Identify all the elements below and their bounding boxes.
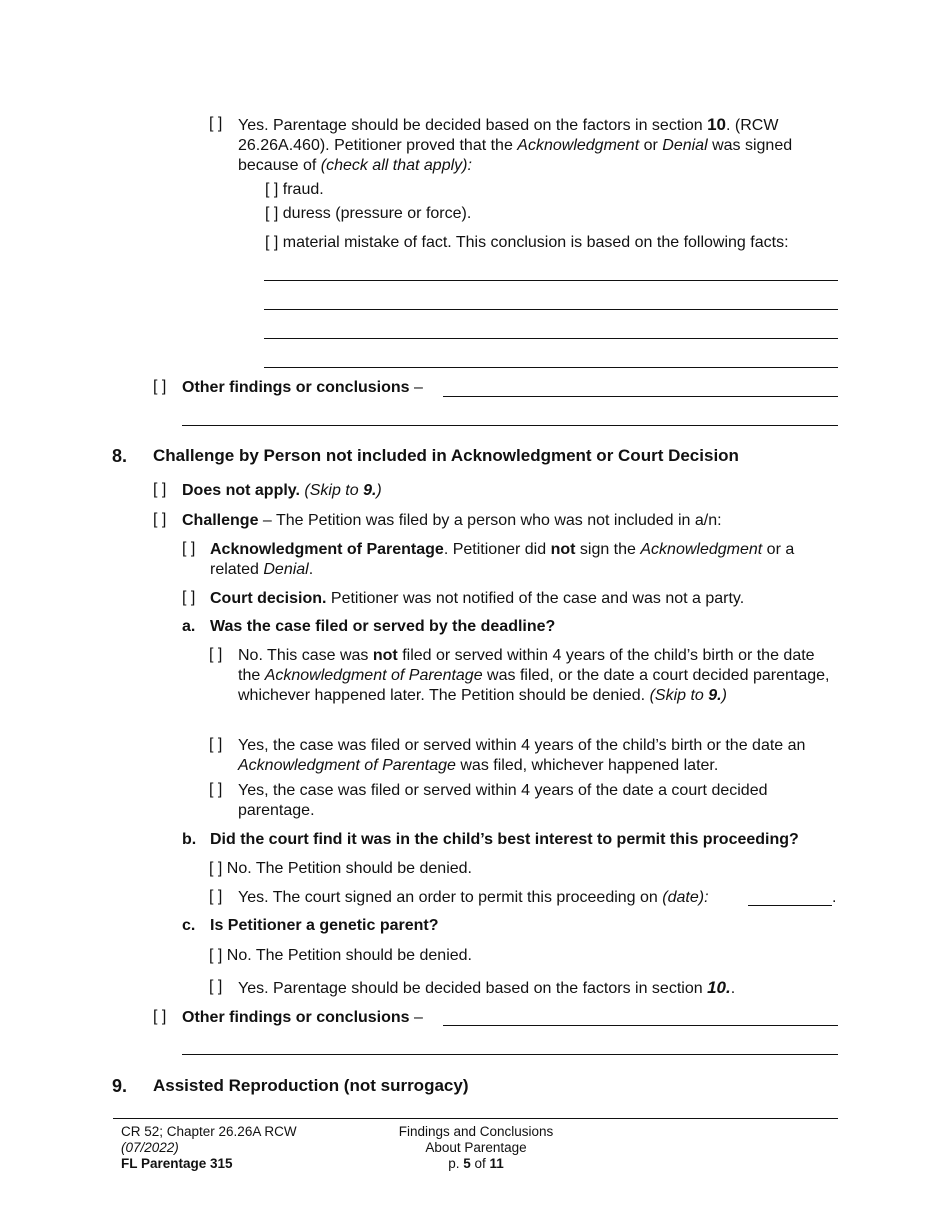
footer-center — [376, 1124, 576, 1172]
section-8-title: Challenge by Person not included in Acknowledgment or Court Decision — [153, 446, 739, 465]
footer-title-1: Findings and Conclusions — [398, 1124, 554, 1139]
checkbox-c-no[interactable]: [ ] No. The Petition should be denied. — [209, 947, 472, 964]
yes-factors-text: Yes. Parentage should be decided based on the factors in section 10. (RCW 26.26A.460). Petitioner proved that the Acknowledgment or Denial was signed because of (check all that apply): — [238, 115, 793, 174]
a-yes-birth-text: Yes, the case was filed or served within 4 years of the child’s birth or the date an Acknowledgment of Parentage was filed, whichever happened later. — [238, 737, 806, 774]
challenge-text: Challenge – The Petition was filed by a person who was not included in a/n: — [182, 512, 722, 529]
footer-rcw: CR 52; Chapter 26.26A RCW — [121, 1124, 297, 1139]
footer-date: (07/2022) — [121, 1140, 179, 1155]
section-8-number: 8. — [112, 446, 128, 466]
footer-rule — [113, 1118, 838, 1119]
b-date-field[interactable] — [748, 905, 832, 906]
other-findings-line-8b[interactable] — [182, 1054, 838, 1055]
court-decision-text: Court decision. Petitioner was not notified of the case and was not a party. — [210, 590, 745, 607]
question-c-text: Is Petitioner a genetic parent? — [210, 917, 439, 934]
checkbox-b-no[interactable]: [ ] No. The Petition should be denied. — [209, 860, 472, 877]
section-9-title: Assisted Reproduction (not surrogacy) — [153, 1076, 469, 1095]
checkbox-a-yes-birth[interactable]: [ ] — [209, 736, 223, 753]
other-findings-line-8a[interactable] — [443, 1025, 838, 1026]
checkbox-court-decision[interactable]: [ ] — [182, 589, 196, 606]
checkbox-material-mistake[interactable]: [ ] material mistake of fact. This conclusion is based on the following facts: — [265, 234, 789, 251]
footer-page-number: p. 5 of 11 — [448, 1156, 504, 1171]
footer-left — [121, 1124, 297, 1172]
checkbox-duress[interactable]: [ ] duress (pressure or force). — [265, 205, 472, 222]
question-c-letter: c. — [182, 917, 196, 934]
checkbox-c-yes[interactable]: [ ] — [209, 978, 223, 995]
question-b-letter: b. — [182, 831, 197, 848]
c-yes-text: Yes. Parentage should be decided based on the factors in section 10.. — [238, 978, 736, 997]
question-a-text: Was the case filed or served by the deadline? — [210, 618, 556, 635]
checkbox-challenge[interactable]: [ ] — [153, 511, 167, 528]
acknowledgment-text: Acknowledgment of Parentage. Petitioner did not sign the Acknowledgment or a related Denial. — [210, 541, 795, 578]
checkbox-b-yes[interactable]: [ ] — [209, 888, 223, 905]
does-not-apply-text: Does not apply. (Skip to 9.) — [182, 482, 382, 499]
facts-line-1[interactable] — [264, 280, 838, 281]
other-findings-line-7b[interactable] — [182, 425, 838, 426]
facts-line-3[interactable] — [264, 338, 838, 339]
b-yes-text: Yes. The court signed an order to permit this proceeding on (date): — [238, 889, 709, 906]
other-findings-label-8: Other findings or conclusions – — [182, 1009, 423, 1026]
checkbox-a-yes-court[interactable]: [ ] — [209, 781, 223, 798]
question-b-text: Did the court find it was in the child’s best interest to permit this proceeding? — [210, 831, 799, 848]
checkbox-yes-factors[interactable]: [ ] — [209, 115, 223, 132]
b-date-period: . — [832, 889, 837, 906]
checkbox-does-not-apply[interactable]: [ ] — [153, 481, 167, 498]
a-no-text: No. This case was not filed or served within 4 years of the child’s birth or the date the Acknowledgment of Parentage was filed, or the date a court decided parentage, whichever happened later. The Petition should be denied. (Skip to 9.) — [238, 647, 830, 704]
footer-form-id: FL Parentage 315 — [121, 1156, 233, 1171]
other-findings-line-7a[interactable] — [443, 396, 838, 397]
a-yes-court-text: Yes, the case was filed or served within 4 years of the date a court decided parentage. — [238, 782, 768, 819]
section-9-number: 9. — [112, 1076, 128, 1096]
checkbox-other-findings-7[interactable]: [ ] — [153, 378, 167, 395]
facts-line-4[interactable] — [264, 367, 838, 368]
checkbox-acknowledgment[interactable]: [ ] — [182, 540, 196, 557]
checkbox-a-no[interactable]: [ ] — [209, 646, 223, 663]
checkbox-other-findings-8[interactable]: [ ] — [153, 1008, 167, 1025]
other-findings-label-7: Other findings or conclusions – — [182, 379, 423, 396]
footer-title-2: About Parentage — [425, 1140, 527, 1155]
checkbox-fraud[interactable]: [ ] fraud. — [265, 181, 324, 198]
question-a-letter: a. — [182, 618, 196, 635]
facts-line-2[interactable] — [264, 309, 838, 310]
